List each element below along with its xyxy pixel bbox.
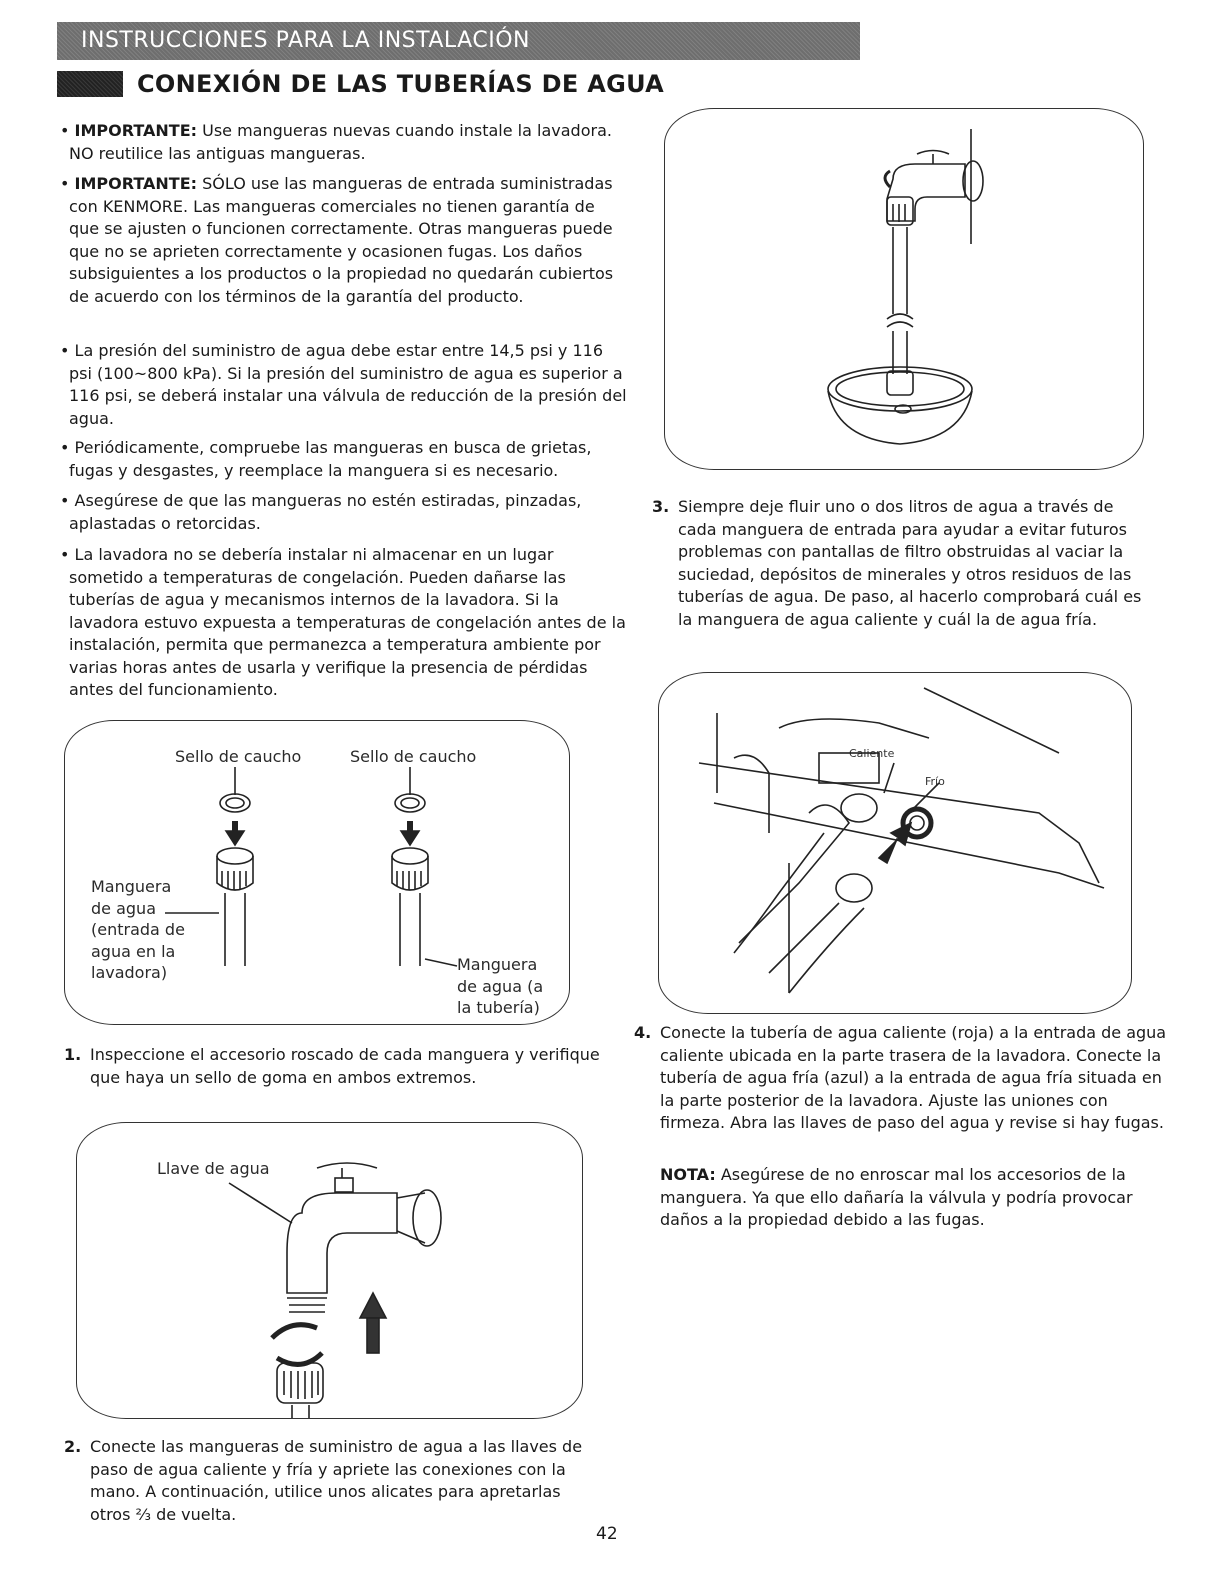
note-lead: NOTA: [660,1165,716,1184]
section-title: CONEXIÓN DE LAS TUBERÍAS DE AGUA [137,70,664,98]
hot-inlet-label: Caliente [849,747,895,760]
faucet-label: Llave de agua [157,1159,270,1178]
banner-title: INSTRUCCIONES PARA LA INSTALACIÓN [81,28,530,53]
note-text: Asegúrese de no enroscar mal los accesorios de la manguera. Ya que ello dañaría la válvula y podría provocar daños a la propiedad debido a las fugas. [660,1165,1133,1229]
section-heading [57,70,664,98]
bullet-important-2: • IMPORTANTE: SÓLO use las mangueras de entrada suministradas con KENMORE. Las mangueras comerciales no tienen garantía de que se ajusten o funcionen correctamente. Otras mangueras puede que no se aprieten correctamente y ocasionen fugas. Los daños subsiguientes a los productos o la propiedad no quedarán cubiertos de acuerdo con los términos de la garantía del producto. [60,174,614,306]
heading-marker [57,71,123,97]
bullet-no-kink: • Asegúrese de que las mangueras no estén estiradas, pinzadas, aplastadas o retorcidas. [60,491,582,533]
figure-faucet-connect [76,1122,583,1419]
seal-label-left: Sello de caucho [175,747,302,766]
seal-label-right: Sello de caucho [350,747,477,766]
bullet-important-1: • IMPORTANTE: Use mangueras nuevas cuando instale la lavadora. NO reutilice las antiguas mangueras. [60,121,612,163]
note [660,1164,1160,1232]
faucet-illustration [77,1123,582,1418]
figure-inlet-valves [658,672,1132,1014]
bullet-inspect: • Periódicamente, compruebe las mangueras en busca de grietas, fugas y desgastes, y reemplace la manguera si es necesario. [60,438,592,480]
hose-seal-illustration [65,721,569,1024]
cold-inlet-label: Frío [925,775,945,788]
figure-flush-hose [664,108,1144,470]
bullet-freezing: • La lavadora no se debería instalar ni almacenar en un lugar sometido a temperaturas de congelación. Pueden dañarse las tuberías de agua y mecanismos internos de la lavadora. Si la lavadora estuvo expuesta a temperaturas de congelación antes de la instalación, permita que permanezca a temperatura ambiente por varias horas antes de usarla y verifique la presencia de pérdidas antes del funcionamiento. [60,545,626,699]
flush-illustration [665,109,1143,469]
inlet-illustration [659,673,1131,1013]
figure-hose-seals [64,720,570,1025]
hose-label-washer: Manguera de agua (entrada de agua en la lavadora) [91,877,185,982]
page-number: 42 [596,1524,618,1544]
hose-label-pipe: Manguera de agua (a la tubería) [457,955,544,1017]
section-banner [57,22,860,60]
bullet-pressure: • La presión del suministro de agua debe estar entre 14,5 psi y 116 psi (100~800 kPa). Si la presión del suministro de agua es superior a 116 psi, se deberá instalar una válvula de reducción de la presión del agua. [60,341,627,428]
